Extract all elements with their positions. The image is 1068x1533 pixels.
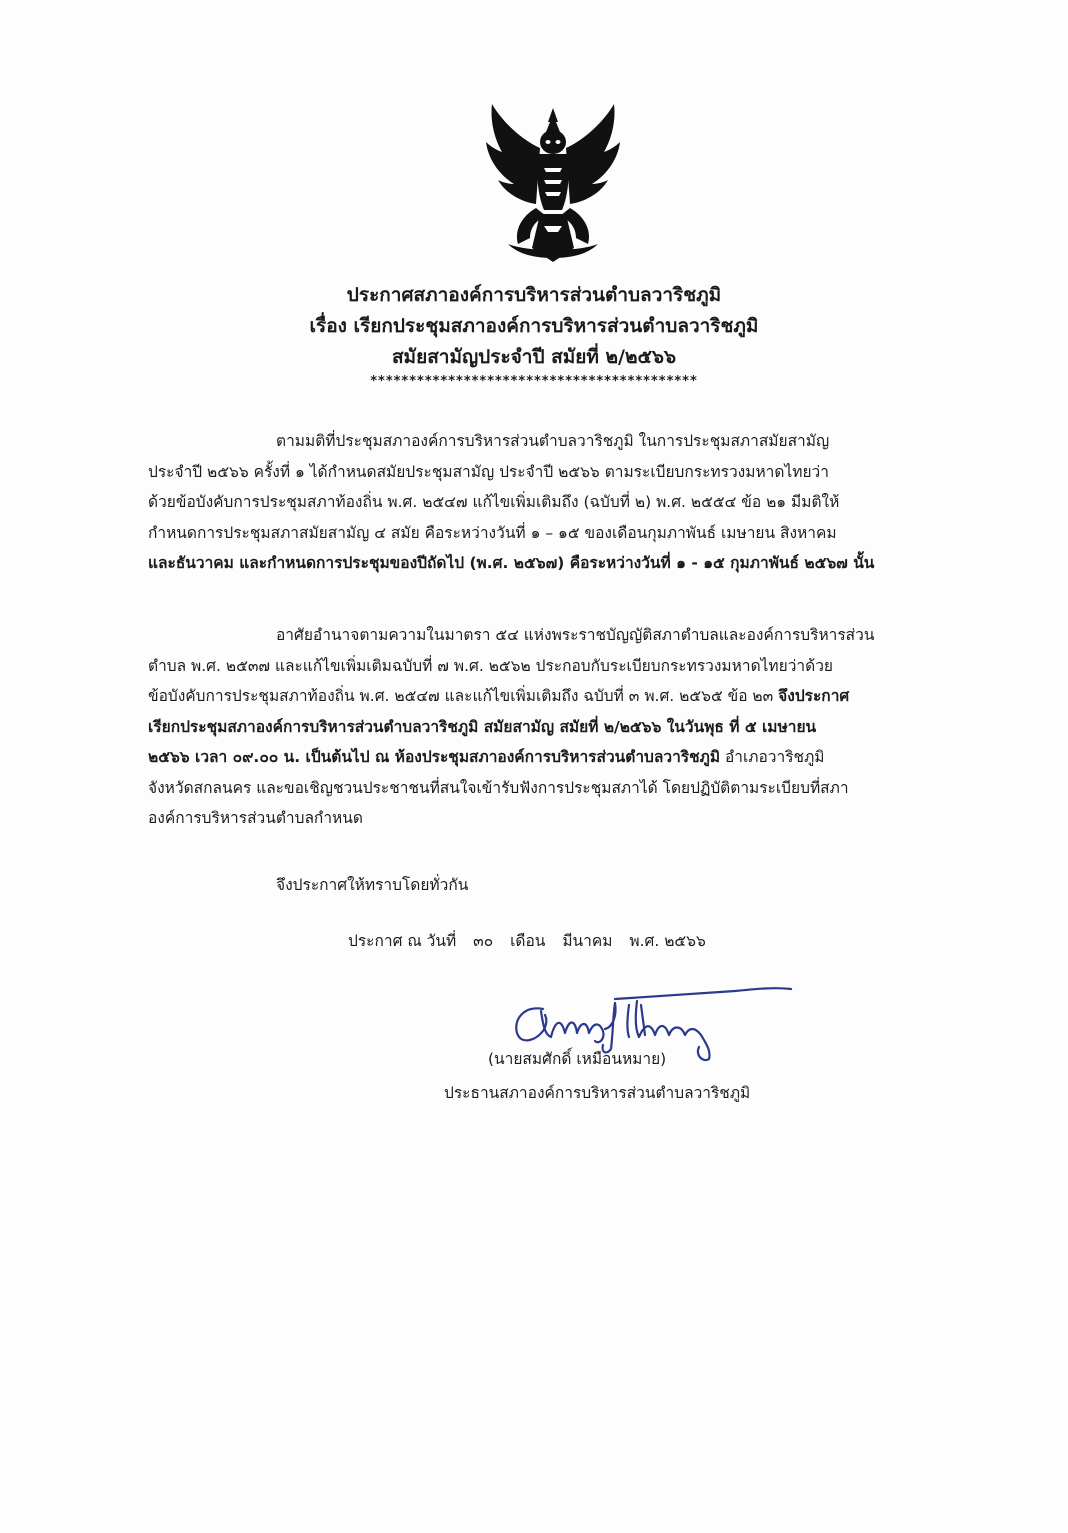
- paragraph-line: และธันวาคม และกำหนดการประชุมของปีถัดไป (พ.ศ. ๒๕๖๗) คือระหว่างวันที่ ๑ - ๑๕ กุมภาพันธ์ ๒๕๖๗ นั้น: [148, 554, 875, 572]
- paragraph-line: [148, 681, 984, 712]
- date-month-label: เดือน: [510, 932, 546, 950]
- announcement-subject: เรื่อง เรียกประชุมสภาองค์การบริหารส่วนตำบลวาริชภูมิ: [309, 315, 759, 337]
- paragraph-resolution: [148, 426, 984, 579]
- paragraph-text-bold: ๒๕๖๖ เวลา ๐๙.๐๐ น. เป็นต้นไป ณ ห้องประชุมสภาองค์การบริหารส่วนตำบลวาริชภูมิ: [148, 748, 721, 766]
- date-month: มีนาคม: [562, 932, 613, 950]
- paragraph-line: ด้วยข้อบังคับการประชุมสภาท้องถิ่น พ.ศ. ๒๕๔๗ แก้ไขเพิ่มเติมถึง (ฉบับที่ ๒) พ.ศ. ๒๕๕๔ ข้อ ๒๑ มีมติให้: [148, 493, 840, 511]
- paragraph-text: อำเภอวาริชภูมิ: [720, 748, 825, 766]
- paragraph-line: เรียกประชุมสภาองค์การบริหารส่วนตำบลวาริชภูมิ สมัยสามัญ สมัยที่ ๒/๒๕๖๖ ในวันพุธ ที่ ๕ เมษายน: [148, 717, 817, 736]
- signatory-position: ประธานสภาองค์การบริหารส่วนตำบลวาริชภูมิ: [444, 1084, 751, 1102]
- paragraph-line: [148, 742, 984, 773]
- announcement-title: ประกาศสภาองค์การบริหารส่วนตำบลวาริชภูมิ: [346, 284, 722, 306]
- separator-line: ******************************************: [370, 374, 698, 389]
- paragraph-line: ตำบล พ.ศ. ๒๕๓๗ และแก้ไขเพิ่มเติมฉบับที่ ๗ พ.ศ. ๒๕๖๒ ประกอบกับระเบียบกระทรวงมหาดไทยว่าด้วย: [148, 656, 833, 675]
- date-day: ๓๐: [473, 932, 494, 950]
- paragraph-authority: [148, 620, 984, 834]
- paragraph-line: จังหวัดสกลนคร และขอเชิญชวนประชาชนที่สนใจเข้ารับฟังการประชุมสภาได้ โดยปฏิบัติตามระเบียบที่สภา: [148, 778, 849, 797]
- announce-date: [348, 926, 718, 956]
- paragraph-line: กำหนดการประชุมสภาสมัยสามัญ ๔ สมัย คือระหว่างวันที่ ๑ – ๑๕ ของเดือนกุมภาพันธ์ เมษายน สิงหาคม: [148, 523, 837, 542]
- date-prefix: ประกาศ ณ วันที่: [348, 932, 457, 950]
- paragraph-text: ข้อบังคับการประชุมสภาท้องถิ่น พ.ศ. ๒๕๔๗ และแก้ไขเพิ่มเติมถึง ฉบับที่ ๓ พ.ศ. ๒๕๖๕ ข้อ ๒๓: [148, 687, 779, 705]
- paragraph-line: อาศัยอำนาจตามความในมาตรา ๕๔ แห่งพระราชบัญญัติสภาตำบลและองค์การบริหารส่วน: [276, 626, 875, 644]
- paragraph-text-bold: จึงประกาศ: [778, 687, 850, 705]
- signatory-name: (นายสมศักดิ์ เหมือนหมาย): [488, 1050, 667, 1068]
- paragraph-line: ประจำปี ๒๕๖๖ ครั้งที่ ๑ ได้กำหนดสมัยประชุมสามัญ ประจำปี ๒๕๖๖ ตามระเบียบกระทรวงมหาดไทยว่า: [148, 462, 829, 481]
- date-year: พ.ศ. ๒๕๖๖: [629, 932, 706, 950]
- announce-statement: จึงประกาศให้ทราบโดยทั่วกัน: [276, 876, 469, 894]
- paragraph-line: องค์การบริหารส่วนตำบลกำหนด: [148, 809, 363, 827]
- announcement-session: สมัยสามัญประจำปี สมัยที่ ๒/๒๕๖๖: [391, 346, 677, 368]
- paragraph-line: ตามมติที่ประชุมสภาองค์การบริหารส่วนตำบลวาริชภูมิ ในการประชุมสภาสมัยสามัญ: [276, 432, 830, 450]
- garuda-emblem-icon: [478, 98, 628, 268]
